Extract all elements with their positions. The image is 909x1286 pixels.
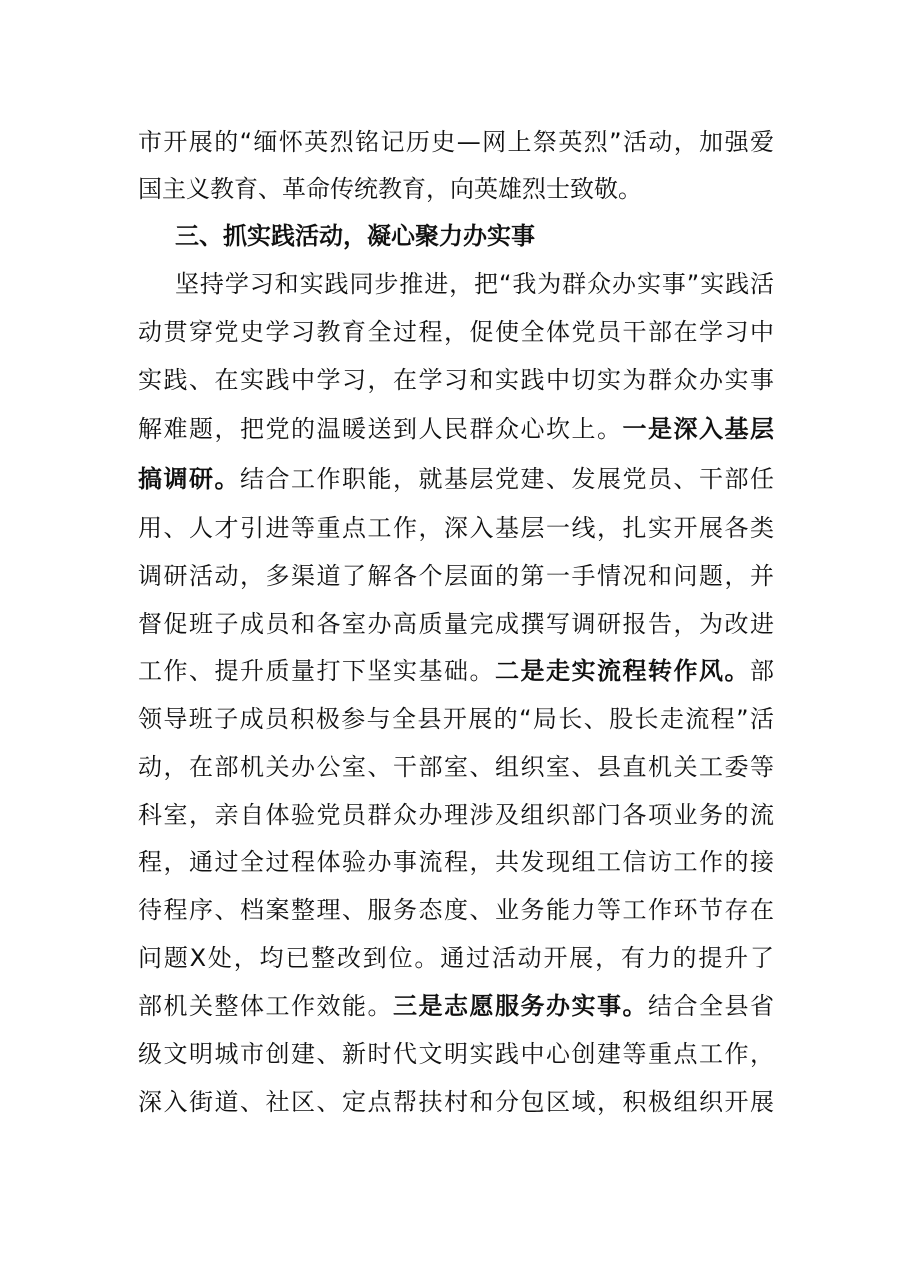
paragraph-line bbox=[138, 744, 774, 790]
paragraph-line bbox=[138, 119, 774, 165]
paragraph-line bbox=[138, 456, 774, 502]
text-run: 督促班子成员和各室办高质量完成撰写调研报告，为改进 bbox=[138, 610, 774, 638]
text-run: 解难题，把党的温暖送到人民群众心坎上。 bbox=[138, 415, 623, 443]
text-run: 领导班子成员积极参与全县开展的“局长、股长走流程”活 bbox=[138, 705, 774, 733]
paragraph-line bbox=[138, 357, 774, 403]
heading-text: 三、抓实践活动，凝心聚力办实事 bbox=[175, 222, 535, 250]
text-run: 部机关整体工作效能。 bbox=[138, 992, 393, 1020]
bold-text-run: 一是深入基层 bbox=[622, 415, 774, 443]
text-run: 动贯穿党史学习教育全过程，促使全体党员干部在学习中 bbox=[138, 318, 774, 346]
paragraph-line bbox=[138, 983, 774, 1029]
text-run: 调研活动，多渠道了解各个层面的第一手情况和问题，并 bbox=[138, 562, 774, 590]
bold-text-run: 二是走实流程转作风。 bbox=[495, 657, 750, 685]
text-run: 级文明城市创建、新时代文明实践中心创建等重点工作， bbox=[138, 1040, 774, 1068]
paragraph-line bbox=[138, 935, 774, 981]
text-run: 部 bbox=[750, 657, 774, 685]
paragraph-line bbox=[138, 309, 774, 355]
paragraph-line bbox=[138, 166, 774, 212]
text-run: 结合工作职能，就基层党建、发展党员、干部任 bbox=[240, 465, 774, 493]
text-run: 科室，亲自体验党员群众办理涉及组织部门各项业务的流 bbox=[138, 801, 774, 829]
paragraph-line bbox=[138, 1031, 774, 1077]
paragraph-line bbox=[138, 792, 774, 838]
paragraph-line bbox=[138, 887, 774, 933]
text-run: 问题X处，均已整改到位。通过活动开展，有力的提升了 bbox=[138, 944, 774, 972]
text-run: 工作、提升质量打下坚实基础。 bbox=[138, 657, 495, 685]
bold-text-run: 三是志愿服务办实事。 bbox=[393, 992, 648, 1020]
paragraph-line bbox=[138, 1079, 774, 1125]
paragraph-line bbox=[138, 696, 774, 742]
paragraph-line bbox=[138, 839, 774, 885]
section-heading bbox=[175, 213, 774, 259]
text-run: 国主义教育、革命传统教育，向英雄烈士致敬。 bbox=[138, 175, 642, 203]
text-run: 市开展的“缅怀英烈铭记历史—网上祭英烈”活动，加强爱 bbox=[138, 128, 774, 156]
paragraph-line bbox=[175, 261, 774, 307]
paragraph-line bbox=[138, 505, 774, 551]
text-run: 深入街道、社区、定点帮扶村和分包区域，积极组织开展 bbox=[138, 1088, 774, 1116]
text-run: 坚持学习和实践同步推进，把“我为群众办实事”实践活 bbox=[175, 270, 774, 298]
text-run: 结合全县省 bbox=[648, 992, 774, 1020]
text-run: 待程序、档案整理、服务态度、业务能力等工作环节存在 bbox=[138, 896, 774, 924]
paragraph-line bbox=[138, 406, 774, 452]
text-run: 动，在部机关办公室、干部室、组织室、县直机关工委等 bbox=[138, 753, 774, 781]
text-run: 用、人才引进等重点工作，深入基层一线，扎实开展各类 bbox=[138, 514, 774, 542]
paragraph-line bbox=[138, 648, 774, 694]
text-run: 实践、在实践中学习，在学习和实践中切实为群众办实事 bbox=[138, 366, 774, 394]
paragraph-line bbox=[138, 553, 774, 599]
paragraph-line bbox=[138, 601, 774, 647]
bold-text-run: 搞调研。 bbox=[138, 465, 240, 493]
text-run: 程，通过全过程体验办事流程，共发现组工信访工作的接 bbox=[138, 848, 774, 876]
